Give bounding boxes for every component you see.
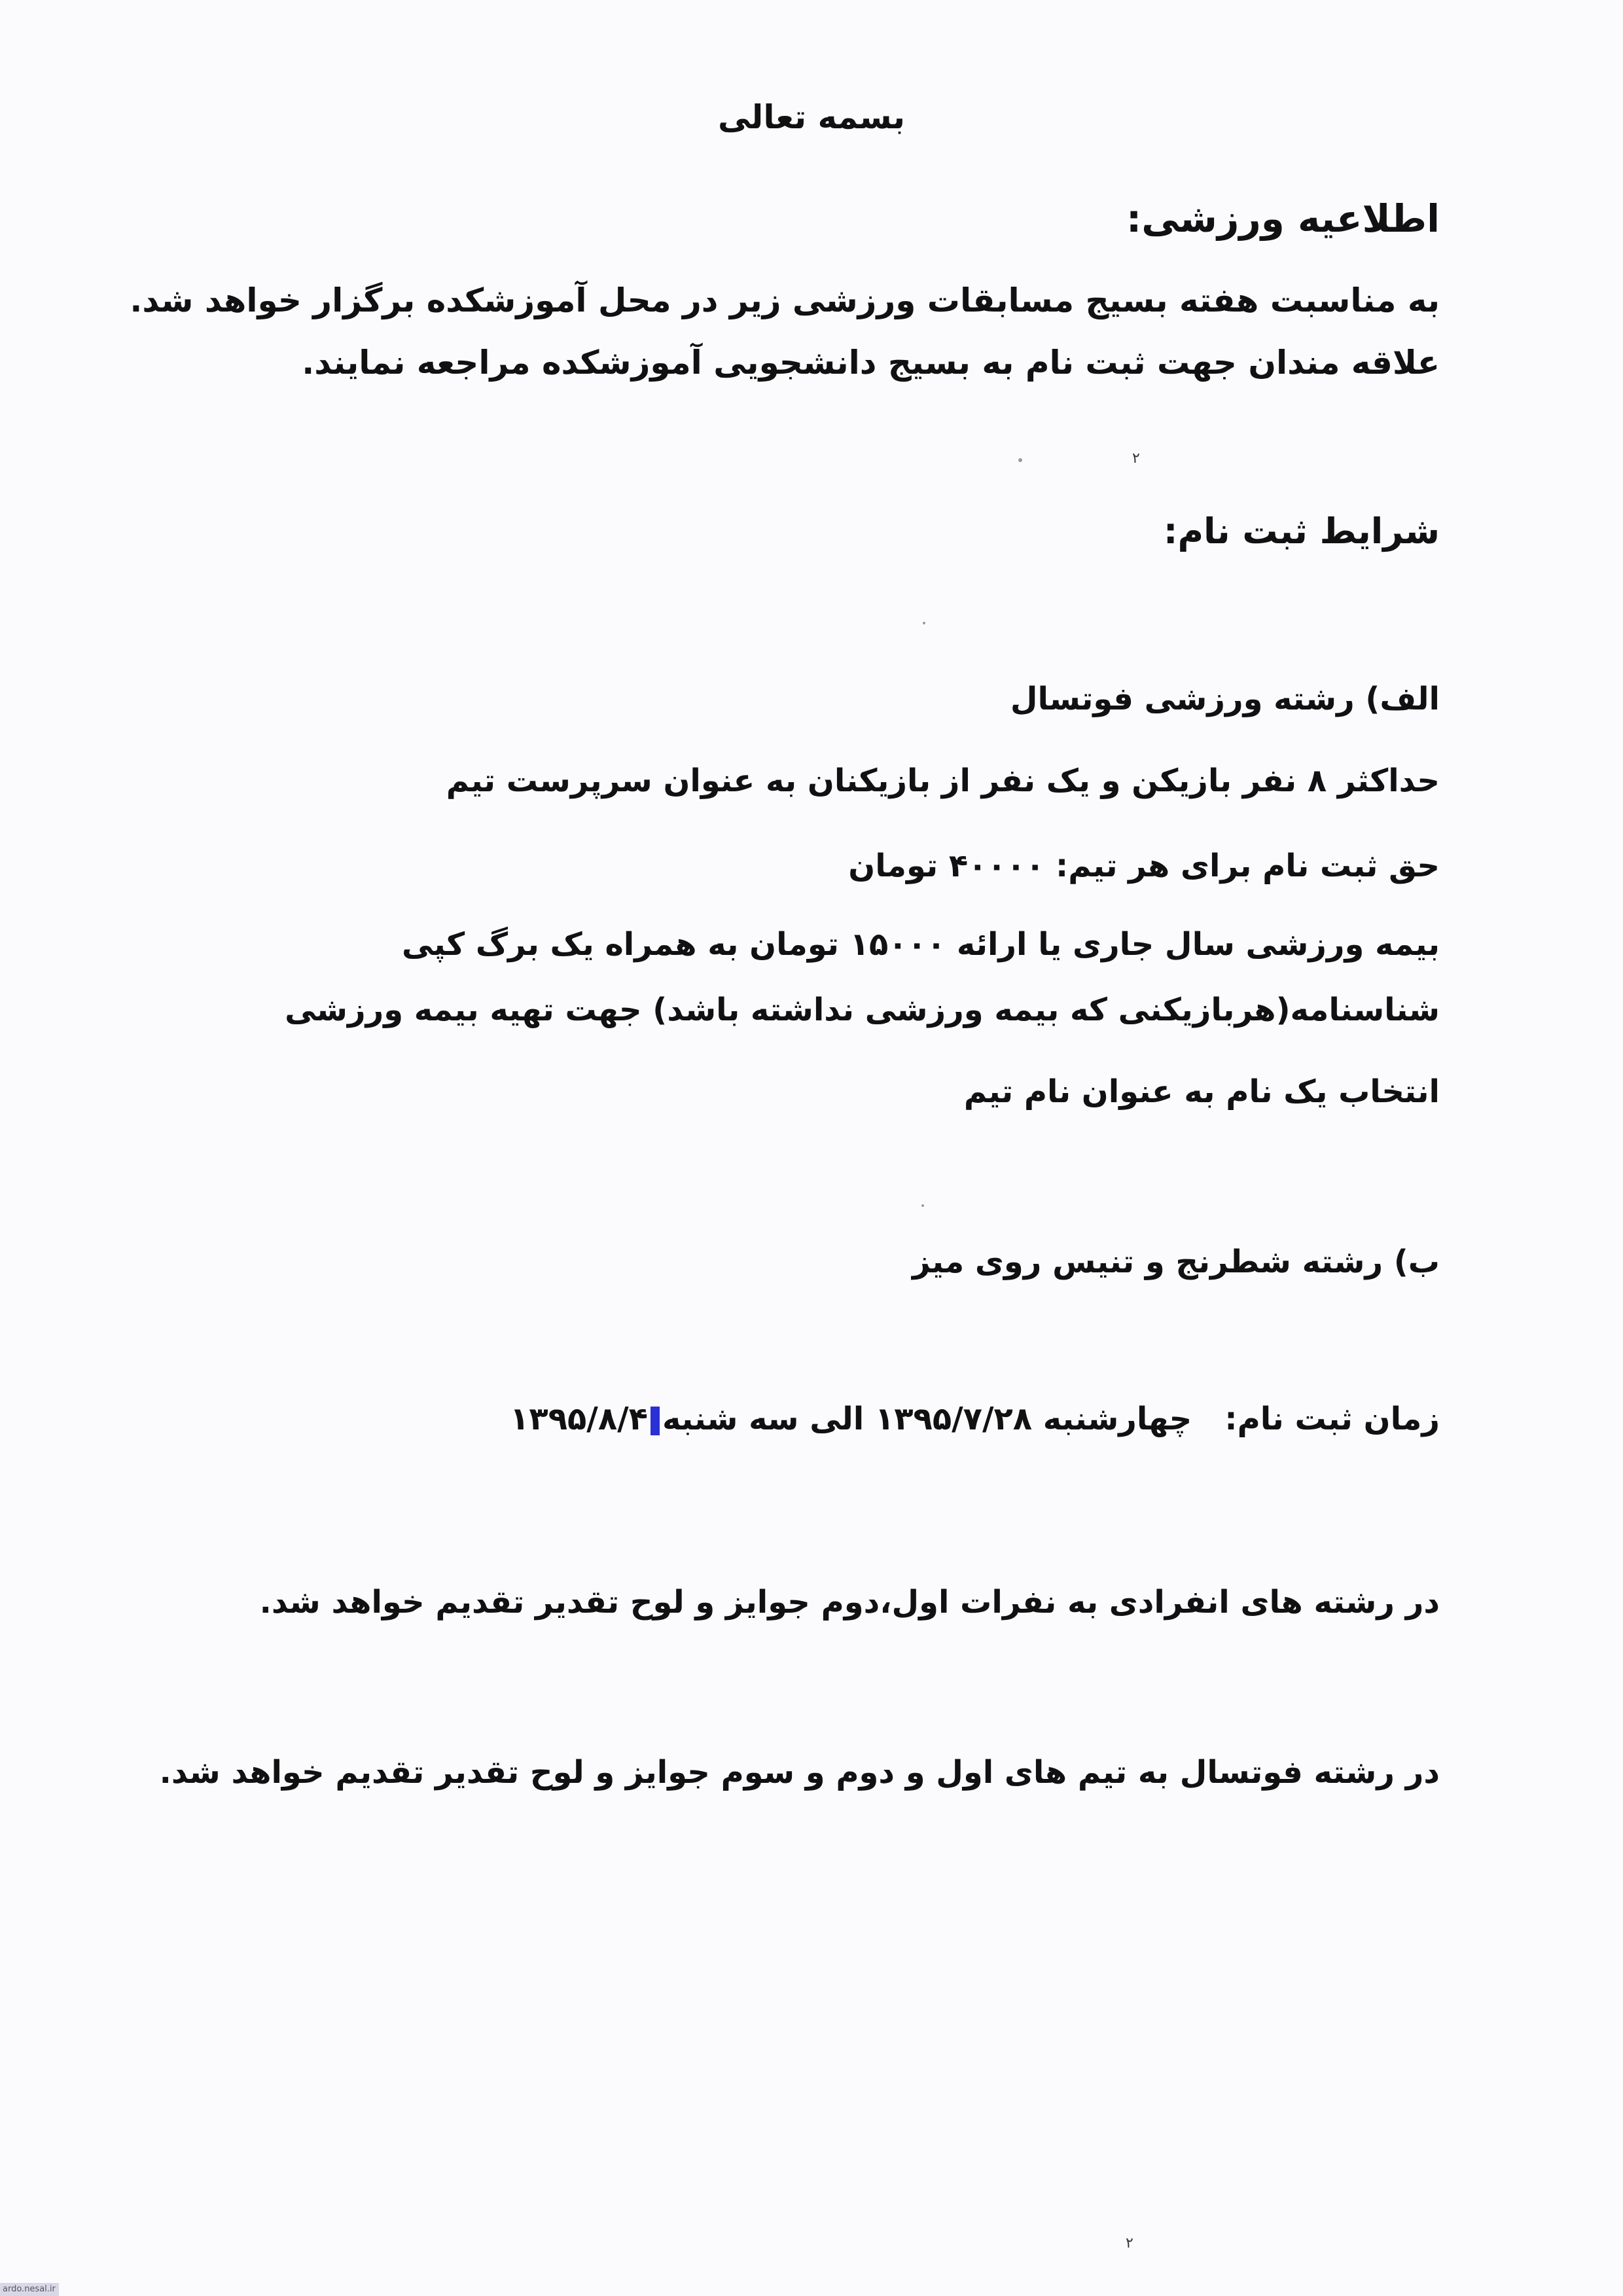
registration-text: چهارشنبه ۱۳۹۵/۷/۲۸ الی سه شنبه xyxy=(662,1401,1192,1437)
section-a-title: الف) رشته ورزشی فوتسال xyxy=(1010,681,1440,717)
handwritten-correction-mark xyxy=(651,1407,660,1435)
document-title: بسمه تعالی xyxy=(717,98,906,136)
scan-speck xyxy=(1018,458,1022,462)
prize-futsal-line: در رشته فوتسال به تیم های اول و دوم و سوم جوایز و لوح تقدیر تقدیم خواهد شد. xyxy=(159,1754,1440,1791)
conditions-heading: شرایط ثبت نام: xyxy=(1163,511,1440,552)
intro-line-1: به مناسبت هفته بسیج مسابقات ورزشی زیر در محل آموزشکده برگزار خواهد شد. xyxy=(130,281,1440,319)
scan-speck xyxy=(923,622,925,624)
section-b-title: ب) رشته شطرنج و تنیس روی میز xyxy=(912,1244,1440,1280)
announcement-heading: اطلاعیه ورزشی: xyxy=(1126,196,1440,241)
section-a-line-5: انتخاب یک نام به عنوان نام تیم xyxy=(963,1073,1440,1110)
registration-time-line xyxy=(510,1401,1440,1437)
intro-line-2: علاقه مندان جهت ثبت نام به بسیج دانشجویی آموزشکده مراجعه نمایند. xyxy=(302,344,1440,382)
stray-mark-bottom: ۲ xyxy=(1126,2235,1133,2251)
section-a-line-3: بیمه ورزشی سال جاری یا ارائه ۱۵۰۰۰ تومان به همراه یک برگ کپی xyxy=(402,926,1440,963)
section-a-line-4: شناسنامه(هربازیکنی که بیمه ورزشی نداشته باشد) جهت تهیه بیمه ورزشی xyxy=(285,992,1440,1028)
prize-individual-line: در رشته های انفرادی به نفرات اول،دوم جوایز و لوح تقدیر تقدیم خواهد شد. xyxy=(259,1584,1440,1621)
registration-label: زمان ثبت نام: xyxy=(1224,1401,1440,1437)
footer-watermark-strip xyxy=(0,2283,59,2296)
footer-watermark: ardo.nesal.ir xyxy=(3,2284,56,2294)
section-a-line-1: حداکثر ۸ نفر بازیکن و یک نفر از بازیکنان به عنوان سرپرست تیم xyxy=(446,762,1440,799)
section-a-line-2: حق ثبت نام برای هر تیم: ۴۰۰۰۰ تومان xyxy=(848,848,1440,884)
stray-mark-top: ۲ xyxy=(1132,450,1140,467)
registration-end-date: ۱۳۹۵/۸/۴ xyxy=(510,1401,648,1437)
scan-speck xyxy=(921,1204,924,1207)
